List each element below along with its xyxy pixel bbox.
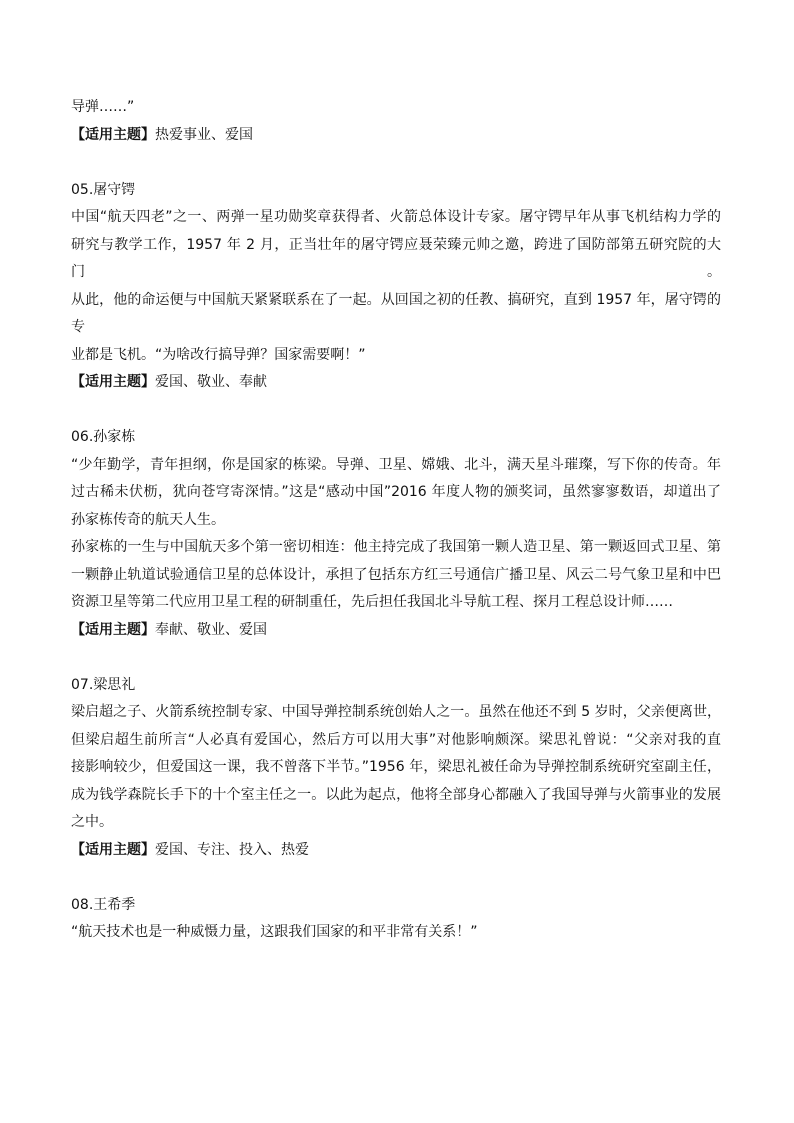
topic-line <box>71 837 721 865</box>
paragraph-line: 过古稀未伏枥，犹向苍穹寄深情。”这是“感动中国”2016 年度人物的颁奖词，虽然寥寥数语，却道出了 <box>71 484 721 500</box>
topic-line <box>71 369 721 397</box>
paragraph-line: 资源卫星等第二代应用卫星工程的研制重任，先后担任我国北斗导航工程、探月工程总设计师…… <box>71 594 673 610</box>
intro-line: 导弹……” <box>71 99 135 115</box>
paragraph-line: 研究与教学工作，1957 年 2 月，正当壮年的屠守锷应聂荣臻元帅之邀，跨进了国防部第五研究院的大门。 <box>71 236 721 280</box>
paragraph-line: 一颗静止轨道试验通信卫星的总体设计，承担了包括东方红三号通信广播卫星、风云二号气象卫星和中巴 <box>71 566 721 583</box>
paragraph-line: 成为钱学森院长手下的十个室主任之一。以此为起点，他将全部身心都融入了我国导弹与火箭事业的发展 <box>71 786 721 803</box>
topic-tag: 【适用主题】 <box>71 841 155 858</box>
paragraph-line: 中国“航天四老”之一、两弹一星功勋奖章获得者、火箭总体设计专家。屠守锷早年从事飞机结构力学的 <box>71 209 721 225</box>
paragraph-line: 之中。 <box>71 814 113 830</box>
topic-tag: 【适用主题】 <box>71 374 155 390</box>
topic-line <box>71 617 721 645</box>
paragraph-line: 接影响较少，但爱国这一课，我不曾落下半节。”1956 年，梁思礼被任命为导弹控制系统研究室副主任， <box>71 759 721 775</box>
paragraph-line: “少年勤学，青年担纲，你是国家的栋梁。导弹、卫星、嫦娥、北斗，满天星斗璀璨，写下你的传奇。年 <box>71 456 721 473</box>
paragraph-line: 孙家栋传奇的航天人生。 <box>71 511 225 528</box>
topic-text: 奉献、敬业、爱国 <box>155 621 267 638</box>
section-heading: 07.梁思礼 <box>71 676 136 693</box>
topic-text: 爱国、专注、投入、热爱 <box>155 841 309 858</box>
section-heading: 05.屠守锷 <box>71 181 136 198</box>
topic-text: 爱国、敬业、奉献 <box>155 374 267 390</box>
topic-tag: 【适用主题】 <box>71 126 155 143</box>
paragraph-line: 但梁启超生前所言“人必真有爱国心，然后方可以用大事”对他影响颇深。梁思礼曾说：“父亲对我的直 <box>71 731 721 748</box>
section-heading: 06.孙家栋 <box>71 429 136 445</box>
topic-line <box>71 122 721 150</box>
paragraph-line: “航天技术也是一种威慑力量，这跟我们国家的和平非常有关系！” <box>71 924 478 940</box>
topic-tag: 【适用主题】 <box>71 621 155 638</box>
paragraph-line: 孙家栋的一生与中国航天多个第一密切相连：他主持完成了我国第一颗人造卫星、第一颗返回式卫星、第 <box>71 539 721 555</box>
document-page <box>71 94 721 947</box>
paragraph-line: 从此，他的命运便与中国航天紧紧联系在了一起。从回国之初的任教、搞研究，直到 1957 年，屠守锷的专 <box>71 291 721 335</box>
topic-text: 热爱事业、爱国 <box>155 126 253 143</box>
paragraph-line: 业都是飞机。“为啥改行搞导弹？国家需要啊！” <box>71 346 366 363</box>
paragraph-line: 梁启超之子、火箭系统控制专家、中国导弹控制系统创始人之一。虽然在他还不到 5 岁时，父亲便离世， <box>71 704 721 720</box>
section-heading: 08.王希季 <box>71 896 136 913</box>
